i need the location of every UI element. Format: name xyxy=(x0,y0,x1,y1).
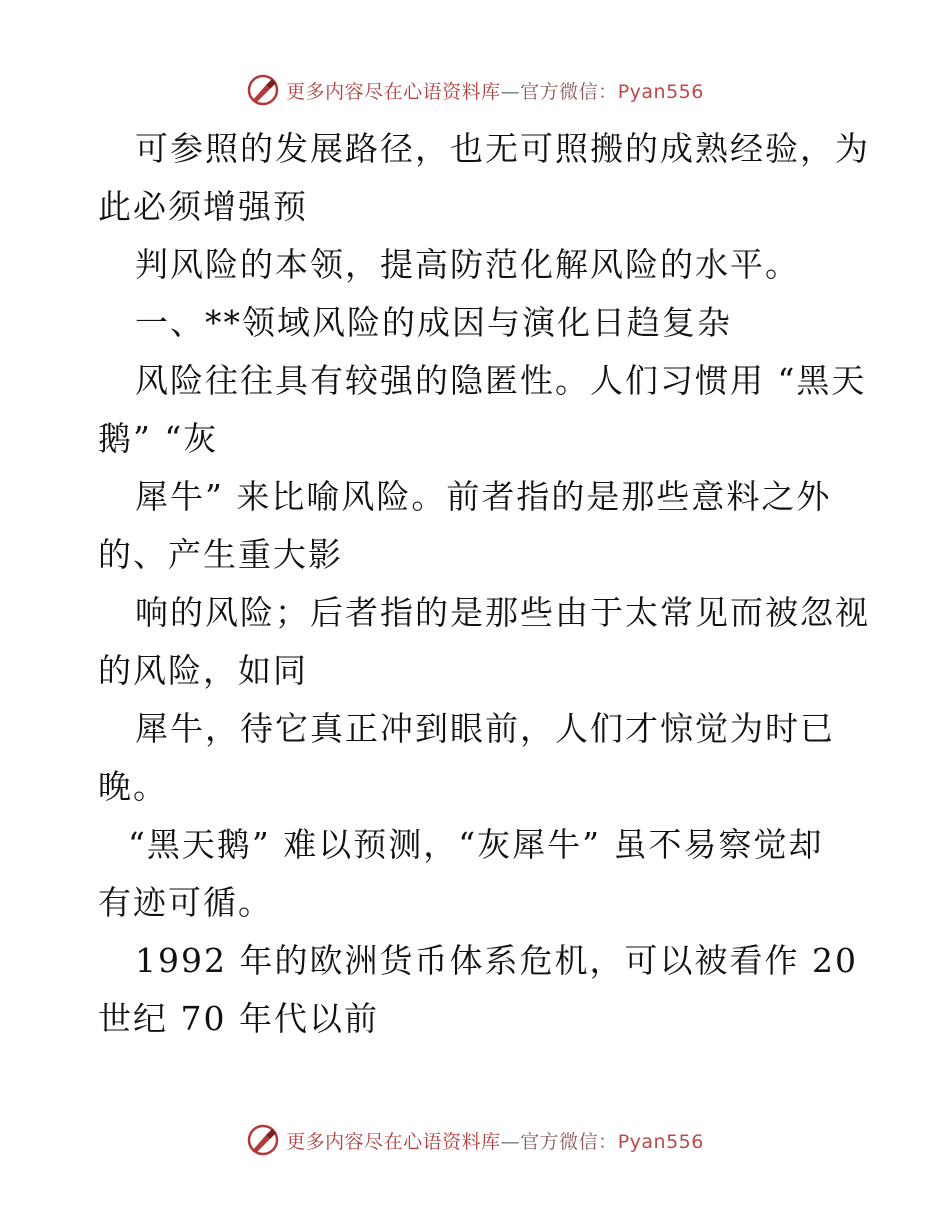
body-line: 的、产生重大影 xyxy=(98,535,343,574)
body-line: 风险往往具有较强的隐匿性。人们习惯用 “黑天 xyxy=(135,361,867,400)
wechat-id: Pyan556 xyxy=(617,80,704,103)
pen-logo-icon xyxy=(246,1123,280,1157)
body-line: 1992 年的欧洲货币体系危机，可以被看作 20 xyxy=(135,941,858,980)
body-line: 鹅” “灰 xyxy=(98,419,219,458)
page-header-banner xyxy=(0,72,950,108)
header-banner-text xyxy=(286,77,704,104)
banner-dash: — xyxy=(500,1130,521,1153)
body-line: 的风险，如同 xyxy=(98,651,308,690)
document-body xyxy=(98,120,868,1048)
wechat-id: Pyan556 xyxy=(617,1130,704,1153)
body-line: 犀牛，待它真正冲到眼前，人们才惊觉为时已 xyxy=(135,709,835,748)
wechat-label: 官方微信： xyxy=(520,80,618,103)
page-footer-banner xyxy=(0,1122,950,1158)
body-line: 响的风险；后者指的是那些由于太常见而被忽视 xyxy=(135,593,870,632)
body-line: 可参照的发展路径，也无可照搬的成熟经验，为 xyxy=(135,129,870,168)
pen-logo-icon xyxy=(246,73,280,107)
body-line: 世纪 70 年代以前 xyxy=(98,999,379,1038)
banner-dash: — xyxy=(500,80,521,103)
site-name: 更多内容尽在心语资料库 xyxy=(286,80,501,103)
body-line: 有迹可循。 xyxy=(98,883,273,922)
body-line: “黑天鹅” 难以预测，“灰犀牛” 虽不易察觉却 xyxy=(128,825,824,864)
body-line: 晚。 xyxy=(98,767,168,806)
body-line: 犀牛” 来比喻风险。前者指的是那些意料之外 xyxy=(135,477,832,516)
wechat-label: 官方微信： xyxy=(520,1130,618,1153)
footer-banner-text xyxy=(286,1127,704,1154)
section-heading: 一、**领域风险的成因与演化日趋复杂 xyxy=(135,303,732,342)
body-line: 此必须增强预 xyxy=(98,187,308,226)
body-line: 判风险的本领，提高防范化解风险的水平。 xyxy=(135,245,800,284)
site-name: 更多内容尽在心语资料库 xyxy=(286,1130,501,1153)
